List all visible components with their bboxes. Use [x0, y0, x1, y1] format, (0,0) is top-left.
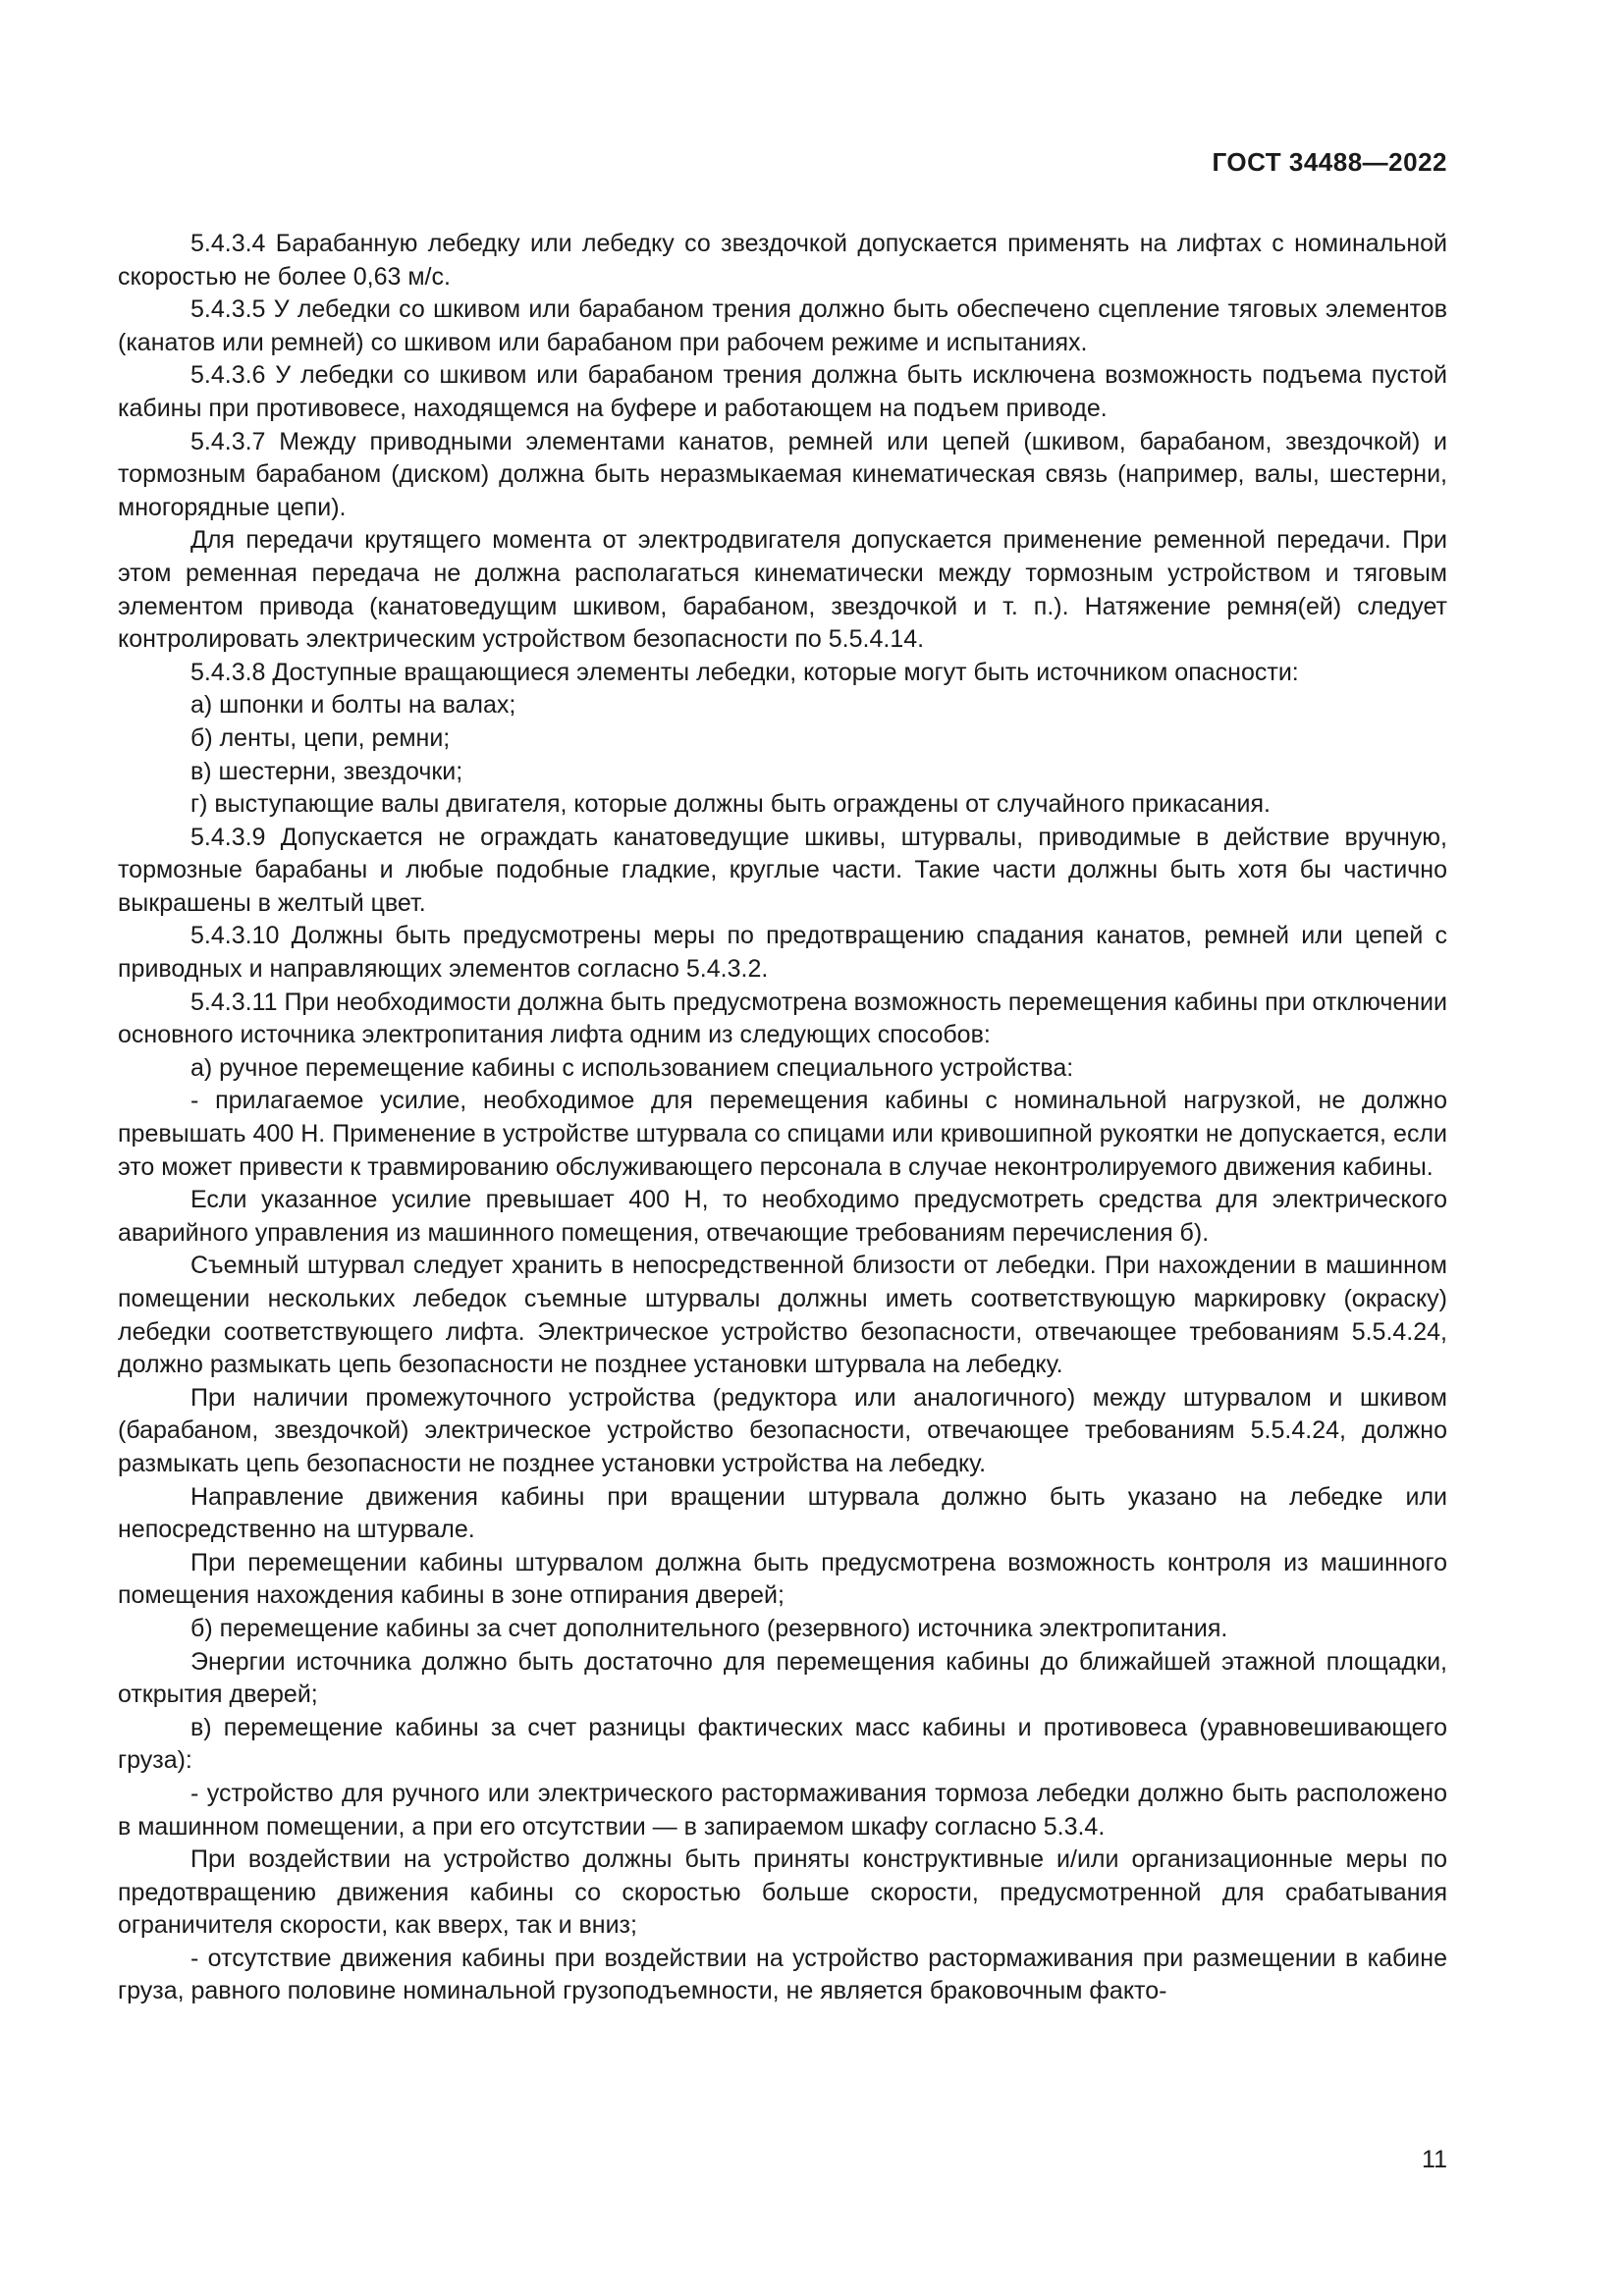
paragraph: При воздействии на устройство должны быть приняты конструктивные и/или организационные меры по предотвращению движения кабины со скоростью больше скорости, предусмотренной для срабатывания ограничителя скорости, как вверх, так и вниз; [118, 1845, 1447, 1940]
paragraph: Для передачи крутящего момента от электродвигателя допускается применение ременной передачи. При этом ременная передача не должна располагаться кинематически между тормозным устройством и тяговым элементом привода (канатоведущим шкивом, барабаном, звездочкой и т. п.). Натяжение ремня(ей) следует контролировать электрическим устройством безопасности по 5.5.4.14. [118, 526, 1447, 654]
page-number: 11 [1422, 2146, 1447, 2173]
list-item: а) шпонки и болты на валах; [190, 691, 516, 720]
list-item: - прилагаемое усилие, необходимое для перемещения кабины с номинальной нагрузкой, не должно превышать 400 Н. Применение в устройстве штурвала со спицами или кривошипной рукоятки не допускается, если это может привести к травмированию обслуживающего персонала в случае неконтролируемого движения кабины. [118, 1087, 1447, 1181]
paragraph: 5.4.3.11 При необходимости должна быть предусмотрена возможность перемещения кабины при отключении основного источника электропитания лифта одним из следующих способов: [118, 988, 1447, 1049]
paragraph: При наличии промежуточного устройства (редуктора или аналогичного) между штурвалом и шкивом (барабаном, звездочкой) электрическое устройство безопасности, отвечающее требованиям 5.5.4.24, должно размыкать цепь безопасности не позднее установки устройства на лебедку. [118, 1383, 1447, 1477]
paragraph: Если указанное усилие превышает 400 Н, то необходимо предусмотреть средства для электрического аварийного управления из машинного помещения, отвечающие требованиям перечисления б). [118, 1186, 1447, 1247]
paragraph: 5.4.3.10 Должны быть предусмотрены меры по предотвращению спадания канатов, ремней или цепей с приводных и направляющих элементов согласно 5.4.3.2. [118, 922, 1447, 984]
paragraph: 5.4.3.5 У лебедки со шкивом или барабаном трения должно быть обеспечено сцепление тяговых элементов (канатов или ремней) со шкивом или барабаном при рабочем режиме и испытаниях. [118, 295, 1447, 356]
list-item: в) перемещение кабины за счет разницы фактических масс кабины и противовеса (уравновешивающего груза): [118, 1713, 1447, 1775]
paragraph: Съемный штурвал следует хранить в непосредственной близости от лебедки. При нахождении в машинном помещении нескольких лебедок съемные штурвалы должны иметь соответствующую маркировку (окраску) лебедки соответствующего лифта. Электрическое устройство безопасности, отвечающее требованиям 5.5.4.24, должно размыкать цепь безопасности не позднее установки штурвала на лебедку. [118, 1252, 1447, 1379]
paragraph: Энергии источника должно быть достаточно для перемещения кабины до ближайшей этажной площадки, открытия дверей; [118, 1647, 1447, 1709]
paragraph: 5.4.3.4 Барабанную лебедку или лебедку со звездочкой допускается применять на лифтах с номинальной скоростью не более 0,63 м/с. [118, 230, 1447, 291]
paragraph: 5.4.3.8 Доступные вращающиеся элементы лебедки, которые могут быть источником опасности: [190, 658, 1299, 686]
paragraph: 5.4.3.6 У лебедки со шкивом или барабаном трения должна быть исключена возможность подъема пустой кабины при противовесе, находящемся на буфере и работающем на подъем приводе. [118, 361, 1447, 422]
list-item: - устройство для ручного или электрического растормаживания тормоза лебедки должно быть расположено в машинном помещении, а при его отсутствии — в запираемом шкафу согласно 5.3.4. [118, 1779, 1447, 1841]
list-item: б) перемещение кабины за счет дополнительного (резервного) источника электропитания. [190, 1614, 1228, 1642]
list-item: б) ленты, цепи, ремни; [190, 723, 451, 752]
paragraph: 5.4.3.9 Допускается не ограждать канатоведущие шкивы, штурвалы, приводимые в действие вручную, тормозные барабаны и любые подобные гладкие, круглые части. Такие части должны быть хотя бы частично выкрашены в желтый цвет. [118, 823, 1447, 917]
list-item: г) выступающие валы двигателя, которые должны быть ограждены от случайного прикасания. [190, 790, 1271, 819]
paragraph: Направление движения кабины при вращении штурвала должно быть указано на лебедке или непосредственно на штурвале. [118, 1482, 1447, 1544]
list-item: - отсутствие движения кабины при воздействии на устройство растормаживания при размещении в кабине груза, равного половине номинальной грузоподъемности, не является браковочным факто- [118, 1944, 1447, 2005]
document-body [118, 228, 1447, 2008]
list-item: а) ручное перемещение кабины с использованием специального устройства: [190, 1053, 1074, 1082]
paragraph: 5.4.3.7 Между приводными элементами канатов, ремней или цепей (шкивом, барабаном, звездочкой) и тормозным барабаном (диском) должна быть неразмыкаемая кинематическая связь (например, валы, шестерни, многорядные цепи). [118, 427, 1447, 521]
list-item: в) шестерни, звездочки; [190, 757, 463, 785]
paragraph: При перемещении кабины штурвалом должна быть предусмотрена возможность контроля из машинного помещения нахождения кабины в зоне отпирания дверей; [118, 1548, 1447, 1610]
document-header: ГОСТ 34488—2022 [1212, 147, 1447, 177]
